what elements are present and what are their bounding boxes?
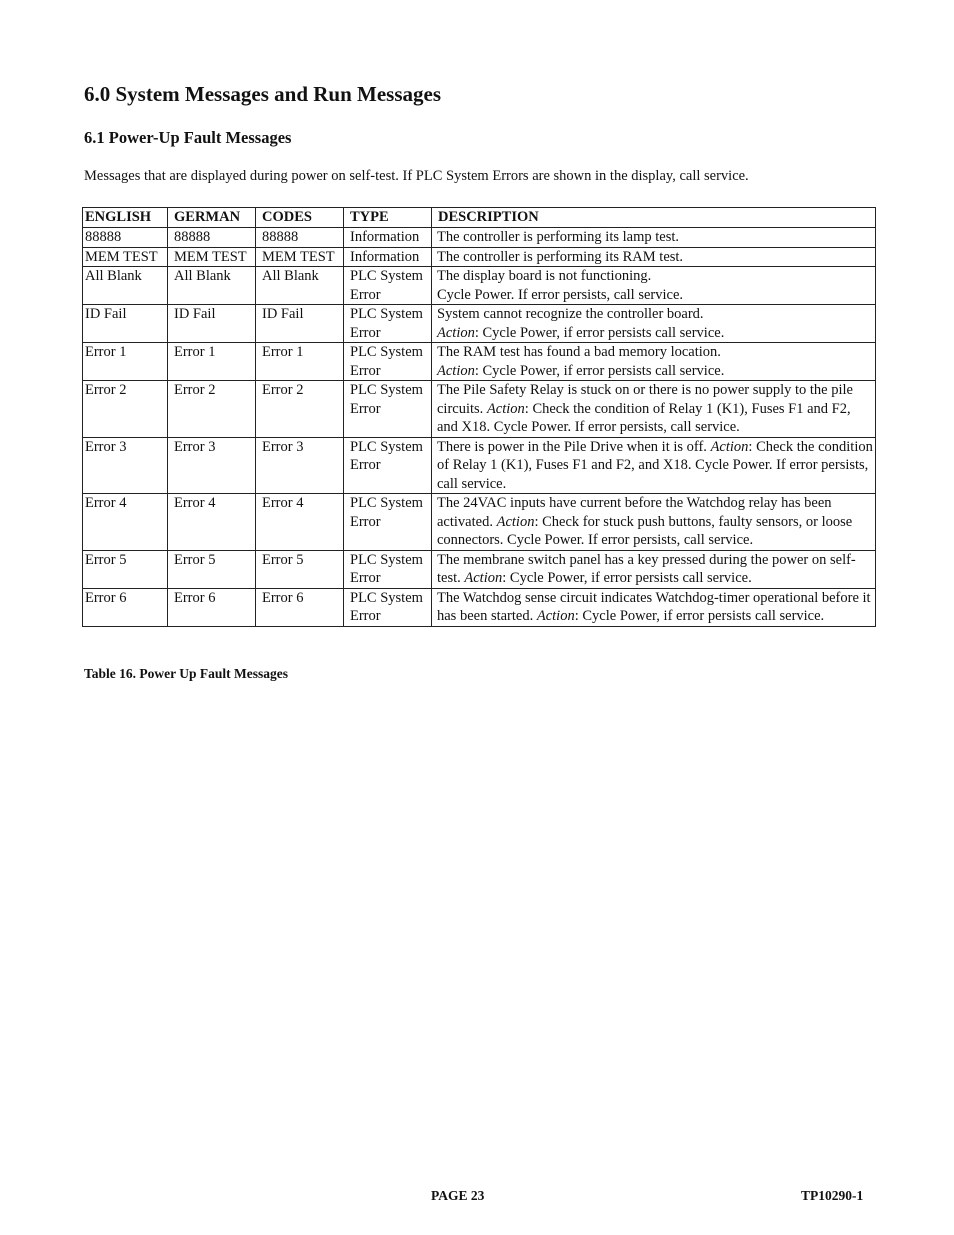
cell-codes: All Blank xyxy=(256,267,344,305)
description-text: The display board is not functioning. Cycle Power. If error persists, call service. xyxy=(437,268,684,303)
cell-english: Error 5 xyxy=(83,550,168,588)
cell-codes: Error 2 xyxy=(256,381,344,438)
fault-messages-table xyxy=(82,207,876,627)
description-text: The 24VAC inputs have current before the Watchdog relay has been activated. xyxy=(437,495,832,530)
cell-english: Error 3 xyxy=(83,437,168,494)
cell-description xyxy=(432,437,876,494)
cell-description xyxy=(432,305,876,343)
action-label: Action xyxy=(496,513,535,530)
cell-german: Error 2 xyxy=(168,381,256,438)
header-english: ENGLISH xyxy=(83,208,168,228)
header-german: GERMAN xyxy=(168,208,256,228)
description-text: The controller is performing its RAM test. xyxy=(437,248,684,265)
cell-type: PLC System Error xyxy=(344,381,432,438)
action-label: Action xyxy=(464,570,503,586)
table-row xyxy=(83,381,876,438)
header-type: TYPE xyxy=(344,208,432,228)
cell-type: Information xyxy=(344,228,432,248)
action-text: : Cycle Power, if error persists call service. xyxy=(474,362,725,379)
table-row xyxy=(83,588,876,626)
cell-description xyxy=(432,588,876,626)
description-text: The controller is performing its lamp test. xyxy=(437,229,680,245)
table-row xyxy=(83,305,876,343)
table-row xyxy=(83,267,876,305)
cell-german: Error 3 xyxy=(168,437,256,494)
cell-codes: Error 6 xyxy=(256,588,344,626)
cell-german: ID Fail xyxy=(168,305,256,343)
cell-description xyxy=(432,381,876,438)
cell-english: ID Fail xyxy=(83,305,168,343)
action-text: : Check the condition of Relay 1 (K1), Fuses F1 and F2, and X18. Cycle Power. If error persists, call service. xyxy=(437,438,873,492)
cell-english: Error 6 xyxy=(83,588,168,626)
description-text: The Watchdog sense circuit indicates Watchdog-timer operational before it has been started. xyxy=(437,589,871,624)
cell-type: PLC System Error xyxy=(344,494,432,551)
action-label: Action xyxy=(437,362,475,379)
table-row xyxy=(83,228,876,248)
table-row xyxy=(83,437,876,494)
cell-codes: Error 5 xyxy=(256,550,344,588)
header-description: DESCRIPTION xyxy=(432,208,876,228)
table-row xyxy=(83,343,876,381)
cell-type: PLC System Error xyxy=(344,343,432,381)
description-text: The Pile Safety Relay is stuck on or there is no power supply to the pile circuits. xyxy=(437,382,853,417)
page-number: PAGE 23 xyxy=(431,1188,485,1203)
cell-description xyxy=(432,267,876,305)
cell-type: PLC System Error xyxy=(344,550,432,588)
cell-codes: 88888 xyxy=(256,228,344,248)
cell-type: PLC System Error xyxy=(344,588,432,626)
action-label: Action xyxy=(536,608,575,624)
action-text: : Cycle Power, if error persists call service. xyxy=(502,570,752,586)
intro-paragraph: Messages that are displayed during power on self-test. If PLC System Errors are shown in the display, call service. xyxy=(84,168,749,184)
table-row xyxy=(83,247,876,267)
table-row xyxy=(83,550,876,588)
cell-codes: Error 1 xyxy=(256,343,344,381)
table-row xyxy=(83,494,876,551)
cell-codes: Error 3 xyxy=(256,437,344,494)
description-text: System cannot recognize the controller board. xyxy=(437,306,704,322)
table-header-row xyxy=(83,208,876,228)
cell-english: Error 4 xyxy=(83,494,168,551)
cell-english: 88888 xyxy=(83,228,168,248)
cell-description xyxy=(432,494,876,551)
action-label: Action xyxy=(437,324,475,341)
cell-german: Error 6 xyxy=(168,588,256,626)
cell-german: Error 1 xyxy=(168,343,256,381)
cell-description xyxy=(432,550,876,588)
page-title: 6.0 System Messages and Run Messages xyxy=(84,82,441,106)
cell-english: Error 1 xyxy=(83,343,168,381)
cell-english: All Blank xyxy=(83,267,168,305)
cell-codes: ID Fail xyxy=(256,305,344,343)
cell-description xyxy=(432,247,876,267)
cell-german: All Blank xyxy=(168,267,256,305)
cell-type: PLC System Error xyxy=(344,267,432,305)
action-text: : Cycle Power, if error persists call service. xyxy=(474,324,725,341)
cell-german: 88888 xyxy=(168,228,256,248)
cell-english: Error 2 xyxy=(83,381,168,438)
section-subtitle: 6.1 Power-Up Fault Messages xyxy=(84,128,292,147)
action-text: : Check the condition of Relay 1 (K1), Fuses F1 and F2, and X18. Cycle Power. If error persists, call service. xyxy=(437,400,851,435)
document-id: TP10290-1 xyxy=(801,1188,864,1203)
action-label: Action xyxy=(486,400,525,417)
header-codes: CODES xyxy=(256,208,344,228)
description-text: There is power in the Pile Drive when it is off. xyxy=(437,438,711,455)
cell-german: Error 5 xyxy=(168,550,256,588)
description-text: The RAM test has found a bad memory location. xyxy=(437,344,721,360)
cell-description xyxy=(432,343,876,381)
cell-description xyxy=(432,228,876,248)
action-text: : Check for stuck push buttons, faulty sensors, or loose connectors. Cycle Power. If error persists, call service. xyxy=(437,513,853,548)
table-body xyxy=(83,228,876,627)
cell-type: PLC System Error xyxy=(344,437,432,494)
cell-codes: Error 4 xyxy=(256,494,344,551)
cell-codes: MEM TEST xyxy=(256,247,344,267)
cell-german: MEM TEST xyxy=(168,247,256,267)
action-text: : Cycle Power, if error persists call service. xyxy=(574,608,825,624)
cell-type: PLC System Error xyxy=(344,305,432,343)
action-label: Action xyxy=(710,438,749,455)
cell-english: MEM TEST xyxy=(83,247,168,267)
cell-german: Error 4 xyxy=(168,494,256,551)
cell-type: Information xyxy=(344,247,432,267)
description-text: The membrane switch panel has a key pressed during the power on self-test. xyxy=(437,551,856,586)
table-caption: Table 16. Power Up Fault Messages xyxy=(84,666,288,681)
